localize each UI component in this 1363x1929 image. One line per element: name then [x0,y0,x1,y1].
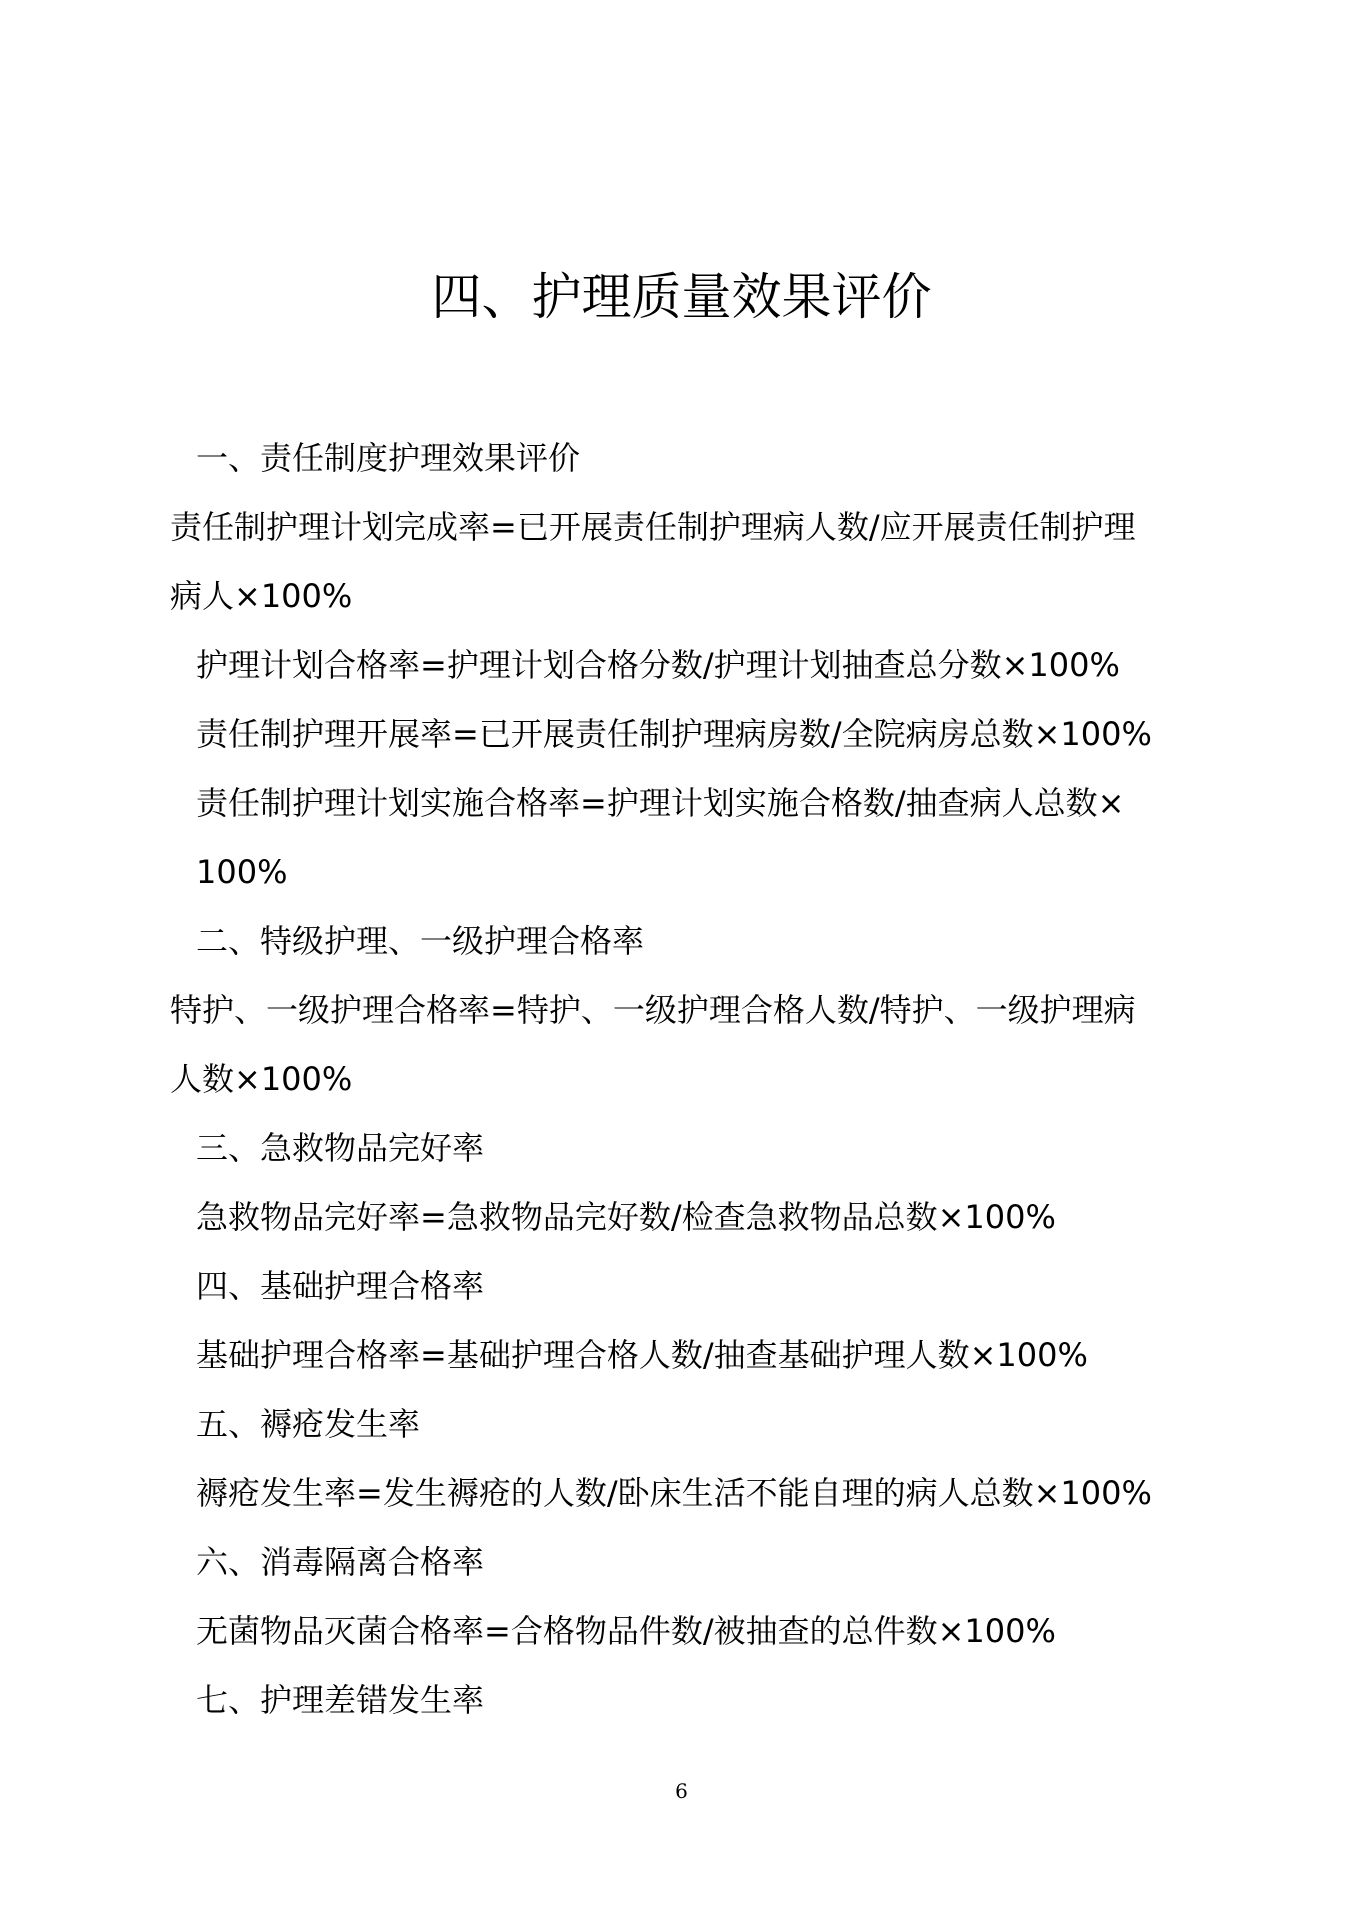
formula-line-continued: 人数×100% [170,1060,353,1098]
formula-line: 责任制护理开展率=已开展责任制护理病房数/全院病房总数×100% [196,715,1152,753]
formula-line: 责任制护理计划实施合格率=护理计划实施合格数/抽查病人总数× [196,784,1125,822]
section-heading-4: 四、基础护理合格率 [196,1267,485,1305]
section-heading-6: 六、消毒隔离合格率 [196,1543,485,1581]
page-number: 6 [675,1779,688,1803]
formula-line: 特护、一级护理合格率=特护、一级护理合格人数/特护、一级护理病 [170,991,1136,1029]
section-heading-1: 一、责任制度护理效果评价 [196,439,581,477]
formula-line-continued: 病人×100% [170,577,353,615]
formula-line: 护理计划合格率=护理计划合格分数/护理计划抽查总分数×100% [196,646,1120,684]
page-title: 四、护理质量效果评价 [431,268,932,326]
section-heading-2: 二、特级护理、一级护理合格率 [196,922,645,960]
formula-line: 责任制护理计划完成率=已开展责任制护理病人数/应开展责任制护理 [170,508,1136,546]
formula-line: 急救物品完好率=急救物品完好数/检查急救物品总数×100% [196,1198,1056,1236]
formula-line: 基础护理合格率=基础护理合格人数/抽查基础护理人数×100% [196,1336,1088,1374]
section-heading-7: 七、护理差错发生率 [196,1681,485,1719]
section-heading-5: 五、褥疮发生率 [196,1405,421,1443]
section-heading-3: 三、急救物品完好率 [196,1129,485,1167]
formula-line: 褥疮发生率=发生褥疮的人数/卧床生活不能自理的病人总数×100% [196,1474,1152,1512]
formula-line-continued: 100% [196,853,288,891]
formula-line: 无菌物品灭菌合格率=合格物品件数/被抽查的总件数×100% [196,1612,1056,1650]
document-body [170,424,1210,1735]
